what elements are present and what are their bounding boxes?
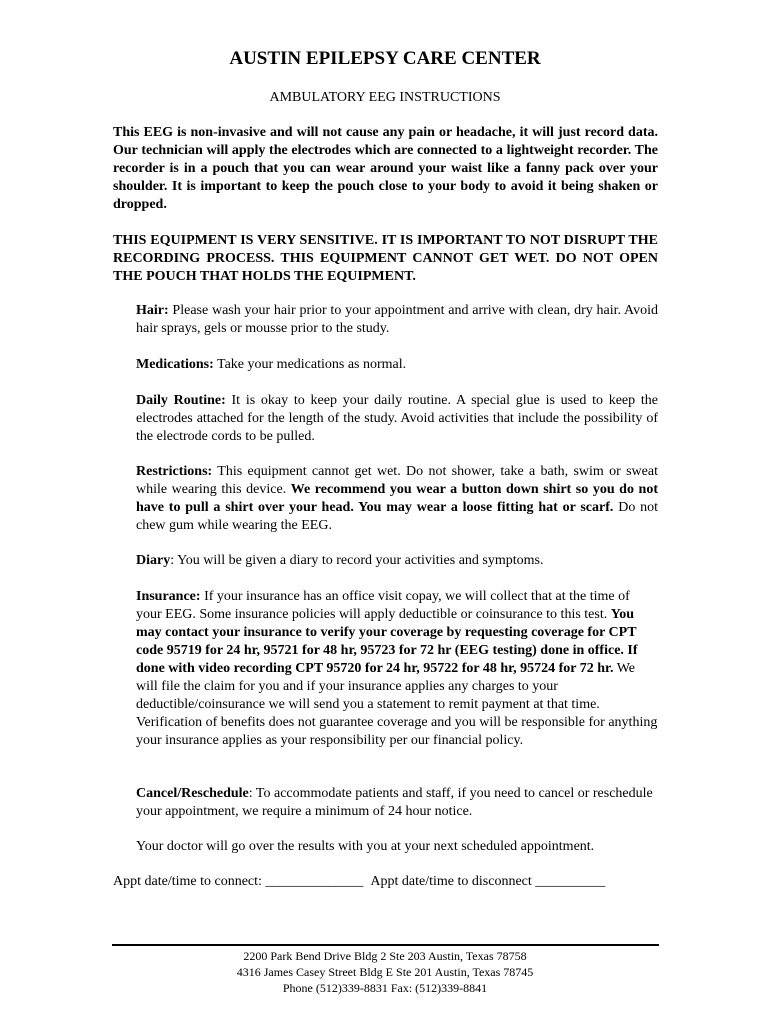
section-restrictions-label: Restrictions:: [136, 464, 213, 479]
footer-phone: Phone (512)339-8831 Fax: (512)339-8841: [282, 981, 488, 995]
section-insurance-bold-text: You may contact your insurance to verify your coverage by requesting coverage for CPT code 95719 for 24 hr, 95721 for 48 hr, 95723 for 72 hr (EEG testing) done in office. If done with video recording CPT 95720 for 24 hr, 95722 for 48 hr, 95724 for 72 hr.: [136, 607, 638, 676]
intro-paragraph: This EEG is non-invasive and will not cause any pain or headache, it will just record data. Our technician will apply the electrodes which are connected to a lightweight recorder. The recorder is in a pouch that you can wear around your waist like a fanny pack over your shoulder. It is important to keep the pouch close to your body to avoid it being shaken or dropped.: [113, 125, 658, 212]
section-hair-label: Hair:: [136, 303, 169, 318]
section-hair-text: Please wash your hair prior to your appointment and arrive with clean, dry hair. Avoid hair sprays, gels or mousse prior to the study.: [136, 303, 658, 336]
section-insurance-text-2: We will file the claim for you and if your insurance applies any charges to your deductible/coinsurance we will send you a statement to remit payment at that time. Verification of benefits does not guarantee coverage and you will be responsible for anything your insurance applies as your responsibility per our financial policy.: [136, 661, 658, 748]
section-insurance: [136, 588, 658, 750]
page-subtitle: AMBULATORY EEG INSTRUCTIONS: [269, 90, 501, 105]
section-medications-label: Medications:: [136, 357, 214, 372]
appt-connect-field[interactable]: Appt date/time to connect: ______________: [113, 874, 364, 889]
section-daily-routine-text: It is okay to keep your daily routine. A special glue is used to keep the electrodes attached for the length of the study. Avoid activities that include the possibility of the electrode cords to be pulled.: [136, 393, 659, 444]
section-insurance-text-1: If your insurance has an office visit copay, we will collect that at the time of your EEG. Some insurance policies will apply deductible or coinsurance to this test.: [136, 589, 630, 622]
footer-address-1: 2200 Park Bend Drive Bldg 2 Ste 203 Austin, Texas 78758: [243, 949, 527, 963]
section-cancel-text: : To accommodate patients and staff, if you need to cancel or reschedule your appointment, we require a minimum of 24 hour notice.: [136, 786, 653, 819]
section-cancel-label: Cancel/Reschedule: [136, 786, 249, 801]
section-daily-routine: [136, 392, 658, 446]
appt-disconnect-field[interactable]: Appt date/time to disconnect __________: [370, 874, 606, 889]
section-restrictions-bold-text: We recommend you wear a button down shirt so you do not have to pull a shirt over your head. You may wear a loose fitting hat or scarf.: [136, 482, 658, 515]
section-medications-text: Take your medications as normal.: [213, 357, 407, 372]
warning-paragraph: THIS EQUIPMENT IS VERY SENSITIVE. IT IS IMPORTANT TO NOT DISRUPT THE RECORDING PROCESS. THIS EQUIPMENT CANNOT GET WET. DO NOT OPEN THE POUCH THAT HOLDS THE EQUIPMENT.: [113, 233, 658, 284]
section-medications: [136, 356, 658, 374]
section-diary: [136, 552, 658, 570]
section-insurance-label: Insurance:: [136, 589, 201, 604]
section-diary-text: : You will be given a diary to record your activities and symptoms.: [170, 553, 544, 568]
section-restrictions-text-1: This equipment cannot get wet. Do not shower, take a bath, swim or sweat while wearing this device.: [136, 464, 658, 497]
footer-divider: [112, 944, 659, 946]
footer: [0, 948, 770, 996]
page-title: AUSTIN EPILEPSY CARE CENTER: [229, 48, 541, 69]
section-restrictions-text-2: Do not chew gum while wearing the EEG.: [136, 500, 659, 533]
section-restrictions: [136, 463, 658, 535]
results-note: Your doctor will go over the results with you at your next scheduled appointment.: [136, 839, 595, 854]
footer-address-2: 4316 James Casey Street Bldg E Ste 201 Austin, Texas 78745: [236, 965, 534, 979]
appointment-line: [113, 873, 673, 891]
section-cancel-reschedule: [136, 785, 658, 821]
section-hair: [136, 302, 658, 338]
section-daily-routine-label: Daily Routine:: [136, 393, 226, 408]
section-diary-label: Diary: [136, 553, 171, 568]
